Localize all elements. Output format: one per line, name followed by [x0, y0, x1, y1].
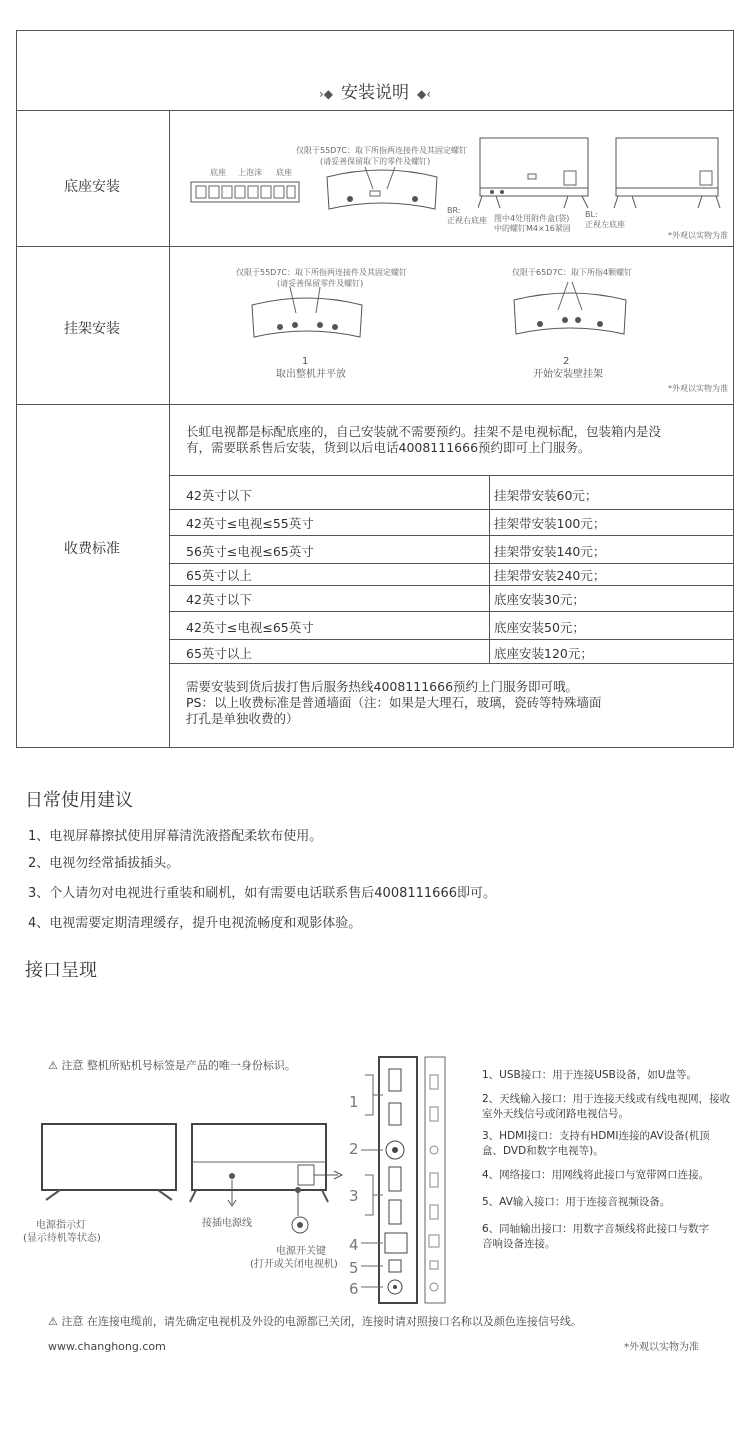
website-link[interactable]: www.changhong.com — [48, 1340, 166, 1353]
part-label: 底座 — [276, 168, 292, 177]
divider — [169, 563, 734, 564]
fee-size: 42英寸≤电视≤55英寸 — [186, 516, 314, 531]
step2-label: 开始安装壁挂架 — [533, 369, 603, 380]
port-number: 1 — [349, 1093, 359, 1111]
tip-item: 3、个人请勿对电视进行重装和刷机，如有需要电话联系售后4008111666即可。 — [28, 886, 496, 901]
port-number: 2 — [349, 1140, 359, 1158]
fee-size: 42英寸以下 — [186, 488, 252, 503]
tv-left-base-illustration — [612, 136, 722, 216]
step2-number: 2 — [563, 356, 570, 367]
divider — [489, 475, 490, 663]
indicator-label: 电源指示灯 — [36, 1220, 86, 1231]
base-note: 仅限于55D7C：取下所指两连接件及其固定螺钉 — [296, 146, 468, 155]
fee-size: 42英寸以下 — [186, 592, 252, 607]
disclaimer: *外观以实物为准 — [624, 1342, 699, 1353]
fee-footer-line1: 需要安装到货后拔打售后服务热线4008111666预约上门服务即可哦。 — [186, 679, 579, 694]
fee-price: 挂架带安装60元； — [494, 488, 598, 503]
fee-label: 收费标准 — [64, 541, 120, 557]
divider — [169, 639, 734, 640]
divider — [169, 475, 734, 476]
port-number: 5 — [349, 1259, 359, 1277]
screw-note: 图中4处用附件盒(袋) — [494, 214, 570, 223]
warning-cable-note: ⚠ 注意 在连接电缆前，请先确定电视机及外设的电源都已关闭，连接时请对照接口名称以及颜色连接信号线。 — [48, 1315, 582, 1328]
port-desc: 3、HDMI接口：支持有HDMI连接的AV设备(机顶盒、DVD和数字电视等)。 — [482, 1130, 710, 1157]
fee-price: 底座安装120元； — [494, 646, 593, 661]
power-key-label: 电源开关键 — [276, 1246, 326, 1257]
part-label: 上泡沫 — [238, 168, 262, 177]
bl-desc: 正视左底座 — [585, 220, 625, 229]
fee-price: 底座安装30元； — [494, 592, 585, 607]
wall-note-left: 仅限于55D7C：取下所指两连接件及其固定螺钉 — [236, 268, 408, 277]
base-note-sub: (请妥善保留取下的零件及螺钉) — [320, 157, 431, 166]
divider — [169, 611, 734, 612]
fee-footer-line3: 打孔是单独收费的） — [186, 711, 299, 726]
fee-size: 42英寸≤电视≤65英寸 — [186, 620, 314, 635]
bl-label: BL: — [585, 210, 598, 219]
divider — [169, 110, 170, 748]
divider — [169, 535, 734, 536]
port-desc: 1、USB接口：用于连接USB设备，如U盘等。 — [482, 1069, 697, 1081]
fee-price: 挂架带安装100元； — [494, 516, 606, 531]
indicator-desc: (显示待机等状态) — [23, 1233, 101, 1244]
divider — [169, 663, 734, 664]
daily-title: 日常使用建议 — [25, 790, 133, 811]
tv-back-curved-illustration — [325, 165, 440, 215]
port-number: 6 — [349, 1280, 359, 1298]
divider — [16, 246, 734, 247]
part-label: 底座 — [210, 168, 226, 177]
warning-label-note: ⚠ 注意 整机所贴机号标签是产品的唯一身份标识。 — [48, 1059, 296, 1072]
wall-install-label: 挂架安装 — [64, 321, 120, 337]
install-title: ›◆ 安装说明 ◆‹ — [318, 83, 432, 103]
port-number: 3 — [349, 1187, 359, 1205]
tip-item: 4、电视需要定期清理缓存，提升电视流畅度和观影体验。 — [28, 916, 362, 931]
wall-note-left-sub: (请妥善保留零件及螺钉) — [277, 279, 364, 288]
interface-title: 接口呈现 — [25, 960, 97, 981]
disclaimer: *外观以实物为准 — [668, 384, 728, 393]
port-panel-illustration — [345, 1055, 475, 1310]
tip-item: 2、电视勿经常插拔插头。 — [28, 856, 180, 871]
tv-flat-illustration — [250, 285, 365, 345]
tv-right-base-illustration — [478, 136, 590, 216]
wall-note-right: 仅限于65D7C：取下所指4颗螺钉 — [512, 268, 633, 277]
br-label: BR: — [447, 206, 461, 215]
disclaimer: *外观以实物为准 — [668, 231, 728, 240]
base-parts-illustration — [190, 178, 300, 206]
fee-price: 挂架带安装140元； — [494, 544, 606, 559]
divider — [16, 404, 734, 405]
port-desc: 5、AV输入接口：用于连接音视频设备。 — [482, 1196, 671, 1208]
port-desc: 2、天线输入接口：用于连接天线或有线电视网，接收室外天线信号或闭路电视信号。 — [482, 1093, 731, 1120]
fee-price: 挂架带安装240元； — [494, 568, 606, 583]
power-cable-label: 接插电源线 — [202, 1218, 252, 1229]
power-key-desc: (打开或关闭电视机) — [250, 1259, 338, 1270]
port-number: 4 — [349, 1236, 359, 1254]
divider — [16, 110, 734, 111]
tv-back-illustration — [188, 1120, 348, 1250]
tv-front-illustration — [40, 1120, 180, 1205]
fee-price: 底座安装50元； — [494, 620, 585, 635]
port-desc: 4、网络接口：用网线将此接口与宽带网口连接。 — [482, 1169, 710, 1181]
port-desc: 6、同轴输出接口：用数字音频线将此接口与数字音响设备连接。 — [482, 1223, 710, 1250]
fee-size: 56英寸≤电视≤65英寸 — [186, 544, 314, 559]
divider — [169, 585, 734, 586]
screw-note-sub: 中的螺钉M4×16紧固 — [494, 224, 571, 233]
base-install-label: 底座安装 — [64, 179, 120, 195]
tip-item: 1、电视屏幕擦拭使用屏幕清洗液搭配柔软布使用。 — [28, 829, 323, 844]
step1-label: 取出整机并平放 — [276, 369, 346, 380]
fee-intro: 长虹电视都是标配底座的，自己安装就不需要预约。挂架不是电视标配，包装箱内是没有，需要联系售后安装，货到以后电话4008111666预约即可上门服务。 — [186, 424, 662, 455]
fee-footer-line2: PS：以上收费标准是普通墙面（注：如果是大理石，玻璃，瓷砖等特殊墙面 — [186, 695, 602, 710]
step1-number: 1 — [302, 356, 309, 367]
fee-size: 65英寸以上 — [186, 646, 252, 661]
br-desc: 正视右底座 — [447, 216, 487, 225]
divider — [169, 509, 734, 510]
fee-size: 65英寸以上 — [186, 568, 252, 583]
tv-wallmount-illustration — [510, 280, 630, 342]
